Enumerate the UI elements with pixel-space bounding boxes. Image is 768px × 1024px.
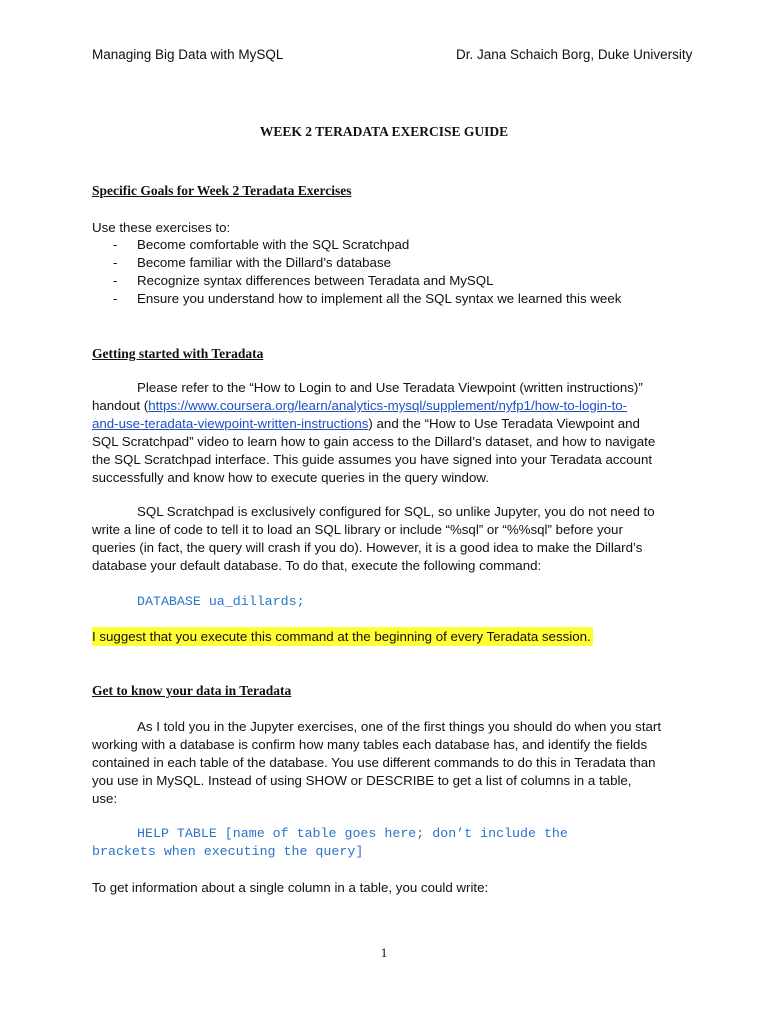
goals-intro: Use these exercises to:	[92, 220, 231, 235]
paragraph-line: contained in each table of the database. You use different commands to do this in Teradata than	[92, 755, 656, 770]
paragraph-line: write a line of code to tell it to load an SQL library or include “%sql” or “%%sql” before your	[92, 522, 623, 537]
paragraph-line: To get information about a single column in a table, you could write:	[92, 880, 489, 895]
section-heading-know-data: Get to know your data in Teradata	[92, 683, 292, 698]
document-page: Managing Big Data with MySQL Dr. Jana Schaich Borg, Duke University WEEK 2 TERADATA EXERCISE GUIDE Specific Goals for Week 2 Teradata Exercises Use these exercises to: - Become comfortable with the SQL Scratchpad - Become familiar with the Dillard’s database - Recognize syntax differences between Teradata and MySQL - Ensure you understand how to implement all the SQL syntax we learned this week Getting started with Teradata Please refer to the “How to Login to and Use Teradata Viewpoint (written instructions)” handout (https://www.coursera.org/learn/analytics-mysql/supplement/nyfp1/how-to-login-to- and-use-teradata-viewpoint-written-instructions) and the “How to Use Teradata Viewpoint and SQL Scratchpad” video to learn how to gain access to the Dillard’s dataset, and how to navigate the SQL Scratchpad interface. This guide assumes you have signed into your Teradata account successfully and know how to execute queries in the query window. SQL Scratchpad is exclusively configured for SQL, so unlike Jupyter, you do not need to write a line of code to tell it to load an SQL library or include “%sql” or “%%sql” before your queries (in fact, the query will crash if you do). However, it is a good idea to make the Dillard’s database your default database. To do that, execute the following command: DATABASE ua_dillards; I suggest that you execute this command at the beginning of every Teradata session. Get to know your data in Teradata As I told you in the Jupyter exercises, one of the first things you should do when you start working with a database is confirm how many tables each database has, and identify the fields contained in each table of the database. You use different commands to do this in Teradata than you use in MySQL. Instead of using SHOW or DESCRIBE to get a list of columns in a table, use: HELP TABLE [name of table goes here; don’t include the brackets when executing the query] To get information about a single column in a table, you could write: 1	[0, 0, 768, 1024]
section-heading-getting-started: Getting started with Teradata	[92, 346, 264, 361]
paragraph-line: working with a database is confirm how many tables each database has, and identify the fields	[92, 737, 648, 752]
document-title: WEEK 2 TERADATA EXERCISE GUIDE	[259, 124, 509, 139]
header-right: Dr. Jana Schaich Borg, Duke University	[456, 47, 693, 62]
paragraph-line: SQL Scratchpad is exclusively configured for SQL, so unlike Jupyter, you do not need to	[137, 504, 655, 519]
paragraph-line: handout (https://www.coursera.org/learn/analytics-mysql/supplement/nyfp1/how-to-login-to-	[92, 398, 628, 413]
paragraph-line: the SQL Scratchpad interface. This guide assumes you have signed into your Teradata account	[92, 452, 653, 467]
handout-link[interactable]: https://www.coursera.org/learn/analytics-mysql/supplement/nyfp1/how-to-login-to-	[148, 398, 628, 413]
section-heading-goals: Specific Goals for Week 2 Teradata Exercises	[92, 183, 352, 198]
paragraph-line: and-use-teradata-viewpoint-written-instructions) and the “How to Use Teradata Viewpoint and	[92, 416, 640, 431]
paragraph-line: queries (in fact, the query will crash if you do). However, it is a good idea to make the Dillard’s	[92, 540, 643, 555]
paragraph-line: use:	[92, 791, 118, 806]
handout-link-continued[interactable]: and-use-teradata-viewpoint-written-instructions	[92, 416, 369, 431]
code-snippet-help-table: HELP TABLE [name of table goes here; don’t include the	[137, 826, 568, 841]
paragraph-line: SQL Scratchpad” video to learn how to gain access to the Dillard’s dataset, and how to navigate	[92, 434, 656, 449]
paragraph-line: successfully and know how to execute queries in the query window.	[92, 470, 489, 485]
header-left: Managing Big Data with MySQL	[92, 47, 284, 62]
highlighted-note: I suggest that you execute this command at the beginning of every Teradata session.	[92, 629, 591, 644]
code-snippet-help-table-continued: brackets when executing the query]	[92, 844, 364, 859]
paragraph-line: As I told you in the Jupyter exercises, one of the first things you should do when you start	[137, 719, 662, 734]
paragraph-line: you use in MySQL. Instead of using SHOW or DESCRIBE to get a list of columns in a table,	[92, 773, 632, 788]
page-number: 1	[380, 945, 388, 960]
paragraph-line: Please refer to the “How to Login to and Use Teradata Viewpoint (written instructions)”	[137, 380, 643, 395]
code-snippet-database: DATABASE ua_dillards;	[137, 594, 305, 609]
paragraph-line: database your default database. To do that, execute the following command:	[92, 558, 542, 573]
